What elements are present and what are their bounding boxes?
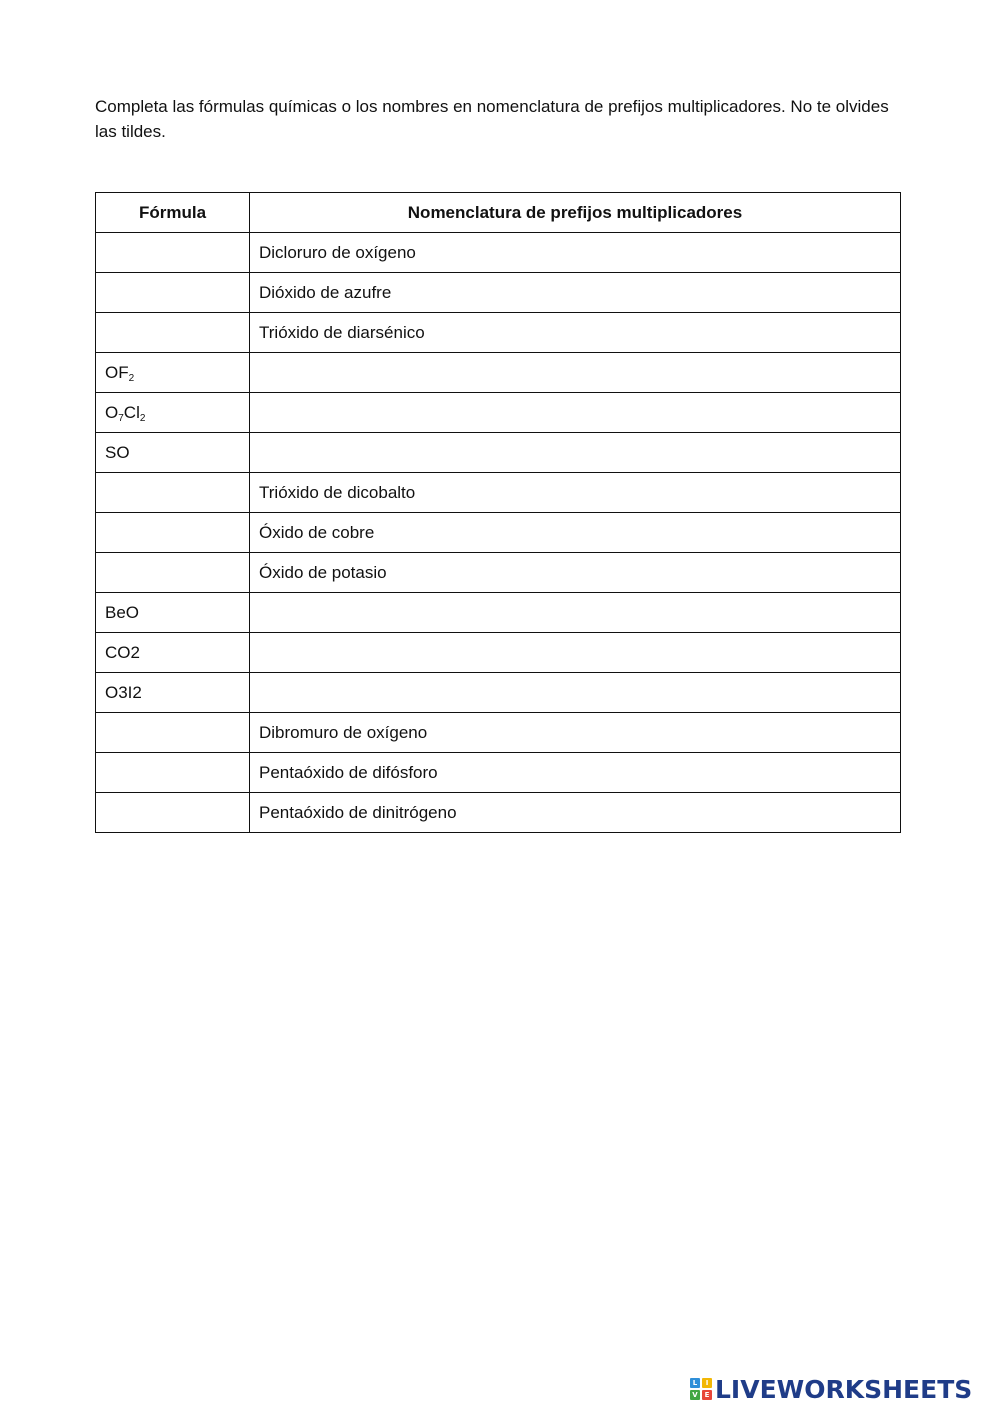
name-cell: Trióxido de diarsénico [250, 313, 901, 353]
formula-cell: O3I2 [96, 673, 250, 713]
table-row [96, 633, 901, 673]
header-formula: Fórmula [96, 193, 250, 233]
formula-cell [96, 353, 250, 393]
formula-cell: BeO [96, 593, 250, 633]
formula-cell[interactable] [96, 473, 250, 513]
table-row [96, 673, 901, 713]
logo-letter-tile: I [702, 1378, 712, 1388]
formula-subscript: 7 [118, 412, 124, 424]
table-row [96, 233, 901, 273]
formula-cell: CO2 [96, 633, 250, 673]
table-row [96, 793, 901, 833]
formula-cell[interactable] [96, 513, 250, 553]
name-cell: Óxido de cobre [250, 513, 901, 553]
name-cell[interactable] [250, 433, 901, 473]
instructions-text: Completa las fórmulas químicas o los nombres en nomenclatura de prefijos multiplicadores. No te olvides las tildes. [95, 97, 889, 141]
table-header-row [96, 193, 901, 233]
name-cell[interactable] [250, 633, 901, 673]
formula-cell: SO [96, 433, 250, 473]
table-row [96, 513, 901, 553]
table-row [96, 313, 901, 353]
table-row [96, 753, 901, 793]
table-row [96, 593, 901, 633]
formula-cell[interactable] [96, 553, 250, 593]
name-cell: Dibromuro de oxígeno [250, 713, 901, 753]
logo-letter-tile: V [690, 1390, 700, 1400]
logo-text: LIVEWORKSHEETS [715, 1374, 973, 1404]
table-row [96, 473, 901, 513]
logo-grid-icon [690, 1378, 712, 1400]
formula-cell[interactable] [96, 793, 250, 833]
name-cell: Óxido de potasio [250, 553, 901, 593]
name-cell[interactable] [250, 593, 901, 633]
table-row [96, 393, 901, 433]
formula-subscript: 2 [139, 412, 146, 424]
formula-part: Cl [123, 402, 140, 422]
formula-cell [96, 393, 250, 433]
name-cell: Trióxido de dicobalto [250, 473, 901, 513]
table-row [96, 553, 901, 593]
table-row [96, 713, 901, 753]
name-cell[interactable] [250, 673, 901, 713]
name-cell: Dicloruro de oxígeno [250, 233, 901, 273]
name-cell: Pentaóxido de dinitrógeno [250, 793, 901, 833]
logo-letter-tile: L [690, 1378, 700, 1388]
name-cell: Pentaóxido de difósforo [250, 753, 901, 793]
formula-cell[interactable] [96, 753, 250, 793]
table-row [96, 433, 901, 473]
formula-cell[interactable] [96, 313, 250, 353]
table-row [96, 273, 901, 313]
formula-cell[interactable] [96, 273, 250, 313]
name-cell[interactable] [250, 393, 901, 433]
formula-cell[interactable] [96, 233, 250, 273]
name-cell[interactable] [250, 353, 901, 393]
formula-cell[interactable] [96, 713, 250, 753]
logo-letter-tile: E [702, 1390, 712, 1400]
worksheet-table [95, 192, 901, 833]
table-row [96, 353, 901, 393]
formula-part: O [105, 402, 119, 422]
liveworksheets-logo [690, 1372, 972, 1406]
formula-base: OF [105, 362, 129, 382]
name-cell: Dióxido de azufre [250, 273, 901, 313]
formula-subscript: 2 [128, 372, 135, 384]
header-nomenclature: Nomenclatura de prefijos multiplicadores [250, 193, 901, 233]
